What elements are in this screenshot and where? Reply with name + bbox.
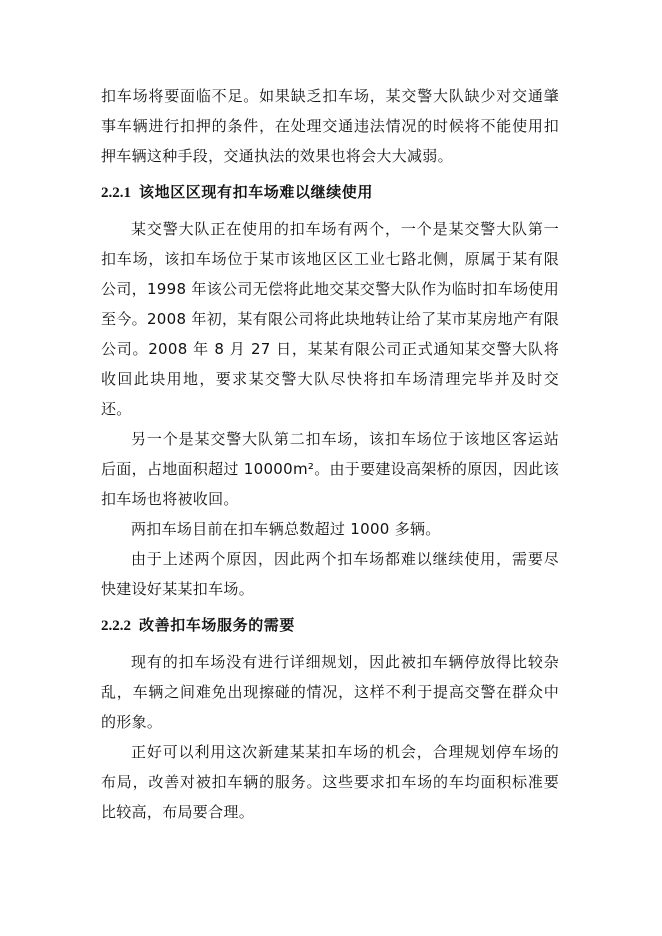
section-heading-2-2-2 (101, 604, 559, 647)
section-heading-2-2-1 (101, 171, 559, 214)
paragraph: 正好可以利用这次新建某某扣车场的机会，合理规划停车场的布局，改善对被扣车辆的服务。这些要求扣车场的车均面积标准要比较高，布局要合理。 (101, 743, 559, 821)
paragraph: 由于上述两个原因，因此两个扣车场都难以继续使用，需要尽快建设好某某扣车场。 (101, 550, 559, 598)
section-number: 2.2.2 (101, 618, 131, 634)
section-number: 2.2.1 (101, 185, 131, 201)
paragraph: 两扣车场目前在扣车辆总数超过 1000 多辆。 (131, 520, 441, 538)
document-body (101, 81, 559, 827)
paragraph: 另一个是某交警大队第二扣车场，该扣车场位于该地区客运站后面，占地面积超过 10000m²。由于要建设高架桥的原因，因此该扣车场也将被收回。 (101, 430, 560, 508)
paragraph: 现有的扣车场没有进行详细规划，因此被扣车辆停放得比较杂乱，车辆之间难免出现擦碰的情况，这样不利于提高交警在群众中的形象。 (101, 653, 559, 731)
section-title: 改善扣车场服务的需要 (139, 616, 296, 634)
paragraph: 某交警大队正在使用的扣车场有两个，一个是某交警大队第一扣车场，该扣车场位于某市该地区区工业七路北侧，原属于某有限公司，1998 年该公司无偿将此地交某交警大队作为临时扣车场使用至今。2008 年初，某有限公司将此块地转让给了某市某房地产有限公司。2008 年 8 月 27 日，某某有限公司正式通知某交警大队将收回此块用地，要求某交警大队尽快将扣车场清理完毕并及时交还。 (101, 220, 559, 418)
paragraph-continued: 扣车场将要面临不足。如果缺乏扣车场，某交警大队缺少对交通肇事车辆进行扣押的条件，在处理交通违法情况的时候将不能使用扣押车辆这种手段，交通执法的效果也将会大大减弱。 (101, 87, 559, 165)
section-title: 该地区区现有扣车场难以继续使用 (139, 183, 374, 201)
